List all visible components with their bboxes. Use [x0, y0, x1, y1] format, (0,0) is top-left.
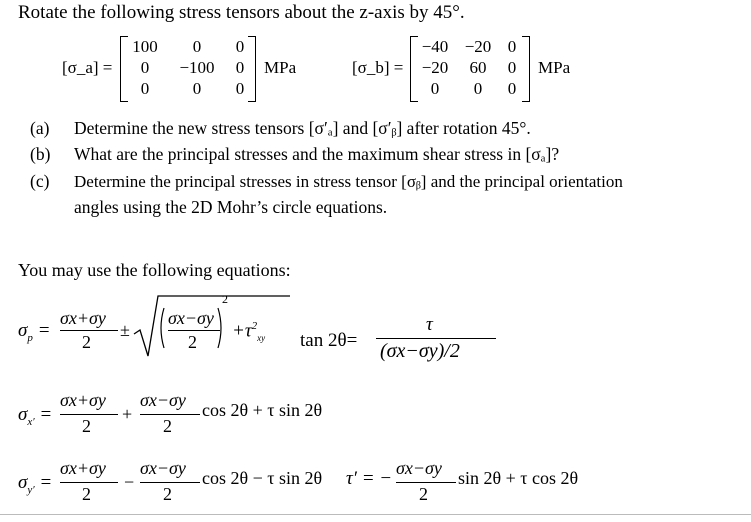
tensor-b: [352, 36, 592, 102]
tensor-b-cell: 0: [430, 79, 440, 98]
tensor-a-cell: 0: [235, 37, 245, 56]
sigma-yprime-diff-denominator: 2: [163, 484, 172, 504]
tau-prime-denominator: 2: [419, 484, 428, 504]
sigma-p-diff-denominator: 2: [188, 332, 197, 352]
question-a: [30, 118, 531, 139]
tensor-a-label: [σ_a] =: [62, 58, 113, 77]
tensor-b-cell: 0: [507, 58, 517, 77]
fraction-bar: [140, 482, 200, 483]
tensor-b-cell: 0: [473, 79, 483, 98]
sigma-xprime-trig: cos 2θ + τ sin 2θ: [202, 400, 323, 420]
tau-xy-squared: $+\tau^2_{xy}$: [232, 320, 266, 344]
question-b-text: What are the principal stresses and the maximum shear stress in [σₐ]?: [74, 144, 560, 164]
sigma-yprime-denominator: 2: [82, 484, 91, 504]
equations-intro: You may use the following equations:: [18, 260, 291, 280]
tan2theta-denominator: (σx−σy)/2: [380, 340, 460, 362]
tensor-b-cell: −20: [464, 37, 492, 56]
tensor-b-label: [σ_b] =: [352, 58, 404, 77]
sigma-xprime-diff-denominator: 2: [163, 416, 172, 436]
question-list: [30, 118, 730, 228]
question-a-text: Determine the new stress tensors [σ′ₐ] and [σ′ᵦ] after rotation 45°.: [74, 118, 531, 138]
sigma-p-lhs: $\sigma_p$ =: [18, 320, 51, 344]
tau-prime-diff-numerator: σx−σy: [396, 458, 442, 478]
question-c-label: (c): [30, 171, 50, 191]
question-b-label: (b): [30, 144, 51, 164]
equation-sigma-xprime: [0, 386, 360, 446]
tensor-b-cell: 0: [507, 79, 517, 98]
tensor-a-cell: 0: [235, 58, 245, 77]
tau-prime-trig: sin 2θ + τ cos 2θ: [458, 468, 579, 488]
fraction-bar: [168, 330, 220, 331]
sigma-yprime-trig: cos 2θ − τ sin 2θ: [202, 468, 323, 488]
tensor-a-cell: 0: [192, 79, 202, 98]
question-a-label: (a): [30, 118, 50, 138]
tensor-b-cell: −40: [421, 37, 449, 56]
tensor-a-cell: 0: [140, 79, 150, 98]
tan2theta-numerator: τ: [426, 314, 433, 335]
fraction-bar: [396, 482, 456, 483]
sigma-xprime-lhs: $\sigma_{x'}$ =: [18, 404, 53, 428]
page-bottom-rule: [0, 514, 751, 515]
equation-sigma-p: [0, 290, 300, 370]
tan2theta-lhs: tan 2θ=: [300, 330, 358, 351]
equation-tan2theta: [300, 300, 520, 370]
tensor-b-cell: 60: [469, 58, 487, 77]
question-c-text-line2: angles using the 2D Mohr’s circle equations.: [74, 197, 388, 217]
sigma-p-sum-numerator: σx+σy: [60, 308, 106, 328]
sigma-p-denominator: 2: [82, 332, 91, 352]
tensor-a-cell: −100: [179, 58, 215, 77]
equation-sigma-yprime: [0, 454, 360, 514]
tensor-b-unit: MPa: [538, 58, 571, 77]
fraction-bar: [376, 338, 496, 339]
tensor-a-cell: 0: [192, 37, 202, 56]
tensor-a-cell: 100: [132, 37, 158, 56]
tensor-b-cells: [416, 36, 522, 99]
plus-sign: +: [122, 404, 133, 424]
fraction-bar: [60, 482, 118, 483]
tensor-a-right-bracket: [248, 36, 256, 102]
sigma-p-diff-numerator: σx−σy: [168, 308, 214, 328]
fraction-bar: [60, 330, 118, 331]
sigma-xprime-diff-numerator: σx−σy: [140, 390, 186, 410]
sigma-xprime-denominator: 2: [82, 416, 91, 436]
tensor-b-cell: −20: [421, 58, 449, 77]
tensor-b-right-bracket: [522, 36, 530, 102]
square-exponent: 2: [222, 292, 228, 306]
equation-tau-prime: [346, 454, 746, 514]
sigma-yprime-sum-numerator: σx+σy: [60, 458, 106, 478]
sigma-yprime-diff-numerator: σx−σy: [140, 458, 186, 478]
question-c: [30, 171, 623, 192]
fraction-bar: [60, 414, 118, 415]
tensor-a-cell: 0: [140, 58, 150, 77]
tensor-b-cell: 0: [507, 37, 517, 56]
fraction-bar: [140, 414, 200, 415]
question-b: [30, 144, 559, 165]
tensor-a-unit: MPa: [264, 58, 297, 77]
plus-minus: ±: [120, 320, 130, 340]
tensor-a: [62, 36, 322, 102]
question-c-cont: [74, 197, 387, 218]
minus-sign: −: [124, 472, 135, 492]
question-c-text-line1: Determine the principal stresses in stress tensor [σᵦ] and the principal orientation: [74, 172, 623, 191]
tensor-a-cells: [126, 36, 250, 99]
sigma-yprime-lhs: $\sigma_{y'}$ =: [18, 472, 53, 496]
problem-title: Rotate the following stress tensors about the z-axis by 45°.: [18, 2, 465, 23]
tau-prime-lhs: τ′ = −: [346, 468, 393, 489]
tensor-a-cell: 0: [235, 79, 245, 98]
sigma-xprime-sum-numerator: σx+σy: [60, 390, 106, 410]
